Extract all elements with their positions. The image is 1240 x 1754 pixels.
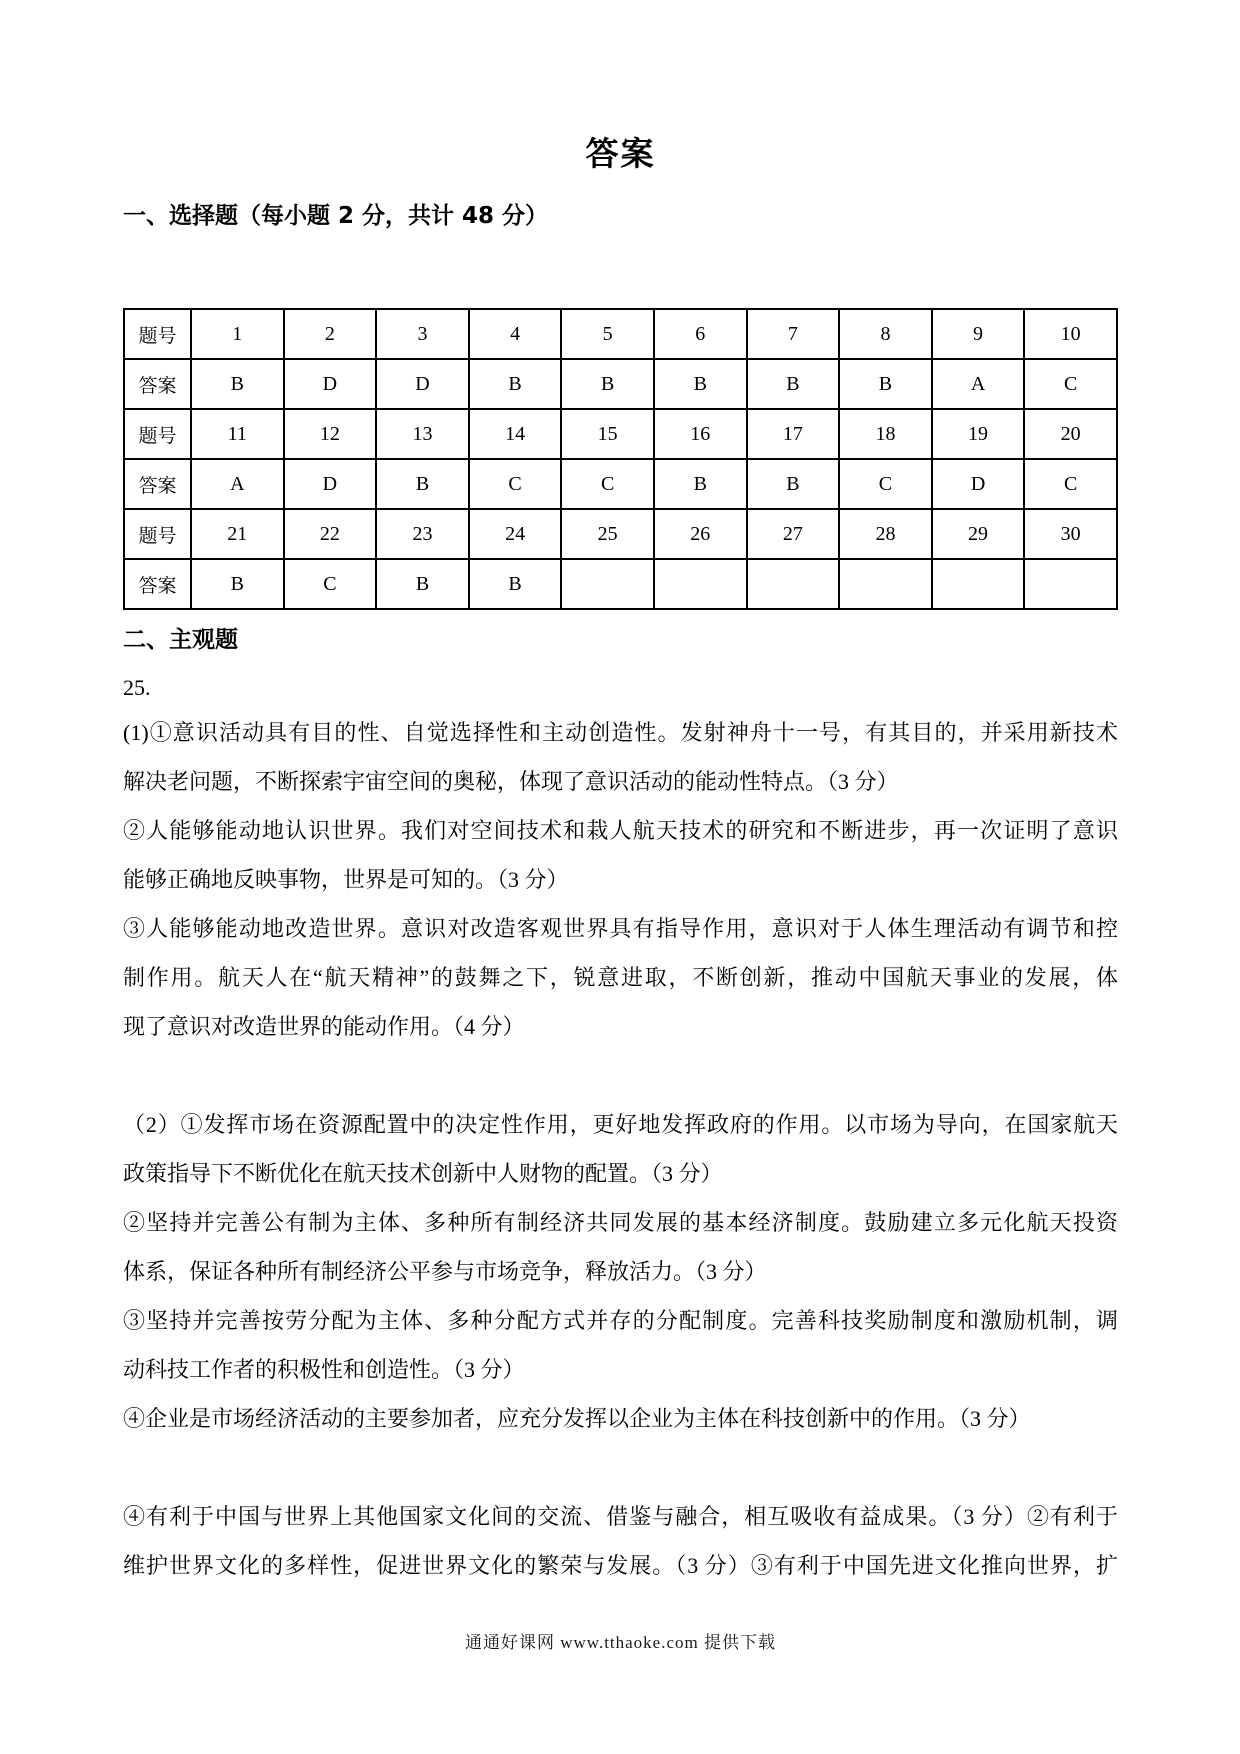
row-label-cell: 题号 <box>124 409 191 459</box>
table-row <box>124 459 1117 509</box>
table-cell: 26 <box>654 509 747 559</box>
table-cell: 6 <box>654 309 747 359</box>
table-cell: 18 <box>839 409 932 459</box>
body-line: 动科技工作者的积极性和创造性。（3 分） <box>123 1357 525 1382</box>
section-heading-multiple-choice: 一、选择题（每小题 2 分，共计 48 分） <box>123 203 549 229</box>
body-line: 政策指导下不断优化在航天技术创新中人财物的配置。（3 分） <box>123 1161 723 1186</box>
table-cell: B <box>747 359 840 409</box>
table-cell: 20 <box>1024 409 1117 459</box>
table-cell: 13 <box>376 409 469 459</box>
table-cell <box>932 559 1025 609</box>
table-cell: 22 <box>284 509 377 559</box>
table-cell: B <box>191 359 284 409</box>
table-row <box>124 409 1117 459</box>
body-line: ④企业是市场经济活动的主要参加者，应充分发挥以企业为主体在科技创新中的作用。（3 分） <box>123 1406 1031 1431</box>
answer-text-block <box>123 708 1118 1590</box>
table-cell: 28 <box>839 509 932 559</box>
body-line: ④有利于中国与世界上其他国家文化间的交流、借鉴与融合，相互吸收有益成果。（3 分）②有利于 <box>123 1504 1118 1529</box>
table-cell: A <box>191 459 284 509</box>
table-cell: B <box>839 359 932 409</box>
table-cell: 7 <box>747 309 840 359</box>
table-cell: D <box>376 359 469 409</box>
body-line: 体系，保证各种所有制经济公平参与市场竞争，释放活力。（3 分） <box>123 1259 767 1284</box>
table-cell: 5 <box>561 309 654 359</box>
table-cell: 25 <box>561 509 654 559</box>
table-cell: B <box>376 559 469 609</box>
table-cell: 8 <box>839 309 932 359</box>
table-row <box>124 359 1117 409</box>
body-line: 现了意识对改造世界的能动作用。（4 分） <box>123 1014 525 1039</box>
table-cell: B <box>469 359 562 409</box>
table-cell <box>561 559 654 609</box>
body-line: ②人能够能动地认识世界。我们对空间技术和栽人航天技术的研究和不断进步，再一次证明了意识 <box>123 818 1118 843</box>
table-cell: 23 <box>376 509 469 559</box>
table-cell: 1 <box>191 309 284 359</box>
body-line: ②坚持并完善公有制为主体、多种所有制经济共同发展的基本经济制度。鼓励建立多元化航天投资 <box>123 1210 1118 1235</box>
table-cell: D <box>284 459 377 509</box>
table-cell: 24 <box>469 509 562 559</box>
table-cell: 30 <box>1024 509 1117 559</box>
question-number: 25. <box>123 675 151 700</box>
body-line: （2）①发挥市场在资源配置中的决定性作用，更好地发挥政府的作用。以市场为导向，在国家航天 <box>123 1112 1118 1137</box>
table-cell: 9 <box>932 309 1025 359</box>
table-row <box>124 309 1117 359</box>
table-cell: C <box>1024 459 1117 509</box>
table-cell: D <box>932 459 1025 509</box>
table-row <box>124 559 1117 609</box>
table-cell: 17 <box>747 409 840 459</box>
table-cell <box>839 559 932 609</box>
document-page <box>123 0 1118 1754</box>
table-cell: B <box>376 459 469 509</box>
body-line: 维护世界文化的多样性，促进世界文化的繁荣与发展。（3 分）③有利于中国先进文化推向世界，扩 <box>123 1553 1118 1578</box>
row-label-cell: 答案 <box>124 459 191 509</box>
table-cell: 4 <box>469 309 562 359</box>
table-cell: 16 <box>654 409 747 459</box>
row-label-cell: 题号 <box>124 309 191 359</box>
table-cell: C <box>839 459 932 509</box>
footer-watermark: 通通好课网 www.tthaoke.com 提供下载 <box>464 1633 777 1652</box>
table-cell: 15 <box>561 409 654 459</box>
table-cell: B <box>191 559 284 609</box>
table-cell: B <box>654 359 747 409</box>
table-cell: B <box>654 459 747 509</box>
table-cell: C <box>284 559 377 609</box>
row-label-cell: 题号 <box>124 509 191 559</box>
row-label-cell: 答案 <box>124 359 191 409</box>
table-cell: B <box>747 459 840 509</box>
table-cell <box>654 559 747 609</box>
table-cell: C <box>1024 359 1117 409</box>
body-line: 能够正确地反映事物，世界是可知的。（3 分） <box>123 867 569 892</box>
body-line: 制作用。航天人在“航天精神”的鼓舞之下，锐意进取，不断创新，推动中国航天事业的发展，体 <box>123 965 1118 990</box>
body-line: ③人能够能动地改造世界。意识对改造客观世界具有指导作用，意识对于人体生理活动有调节和控 <box>123 916 1118 941</box>
table-cell: B <box>561 359 654 409</box>
blank-line <box>123 1051 1118 1100</box>
answer-table <box>123 308 1118 610</box>
table-cell <box>1024 559 1117 609</box>
table-cell: A <box>932 359 1025 409</box>
table-cell: 2 <box>284 309 377 359</box>
table-cell: 21 <box>191 509 284 559</box>
table-cell: 11 <box>191 409 284 459</box>
body-line: ③坚持并完善按劳分配为主体、多种分配方式并存的分配制度。完善科技奖励制度和激励机制，调 <box>123 1308 1118 1333</box>
table-cell: 10 <box>1024 309 1117 359</box>
table-cell: B <box>469 559 562 609</box>
table-cell <box>747 559 840 609</box>
table-cell: C <box>469 459 562 509</box>
table-cell: D <box>284 359 377 409</box>
section-heading-subjective: 二、主观题 <box>123 627 238 653</box>
table-cell: 12 <box>284 409 377 459</box>
table-cell: 3 <box>376 309 469 359</box>
row-label-cell: 答案 <box>124 559 191 609</box>
table-cell: 27 <box>747 509 840 559</box>
table-cell: 19 <box>932 409 1025 459</box>
body-line: (1)①意识活动具有目的性、自觉选择性和主动创造性。发射神舟十一号，有其目的，并采用新技术 <box>123 720 1118 745</box>
page-title: 答案 <box>585 134 656 173</box>
blank-line <box>123 1443 1118 1492</box>
table-cell: 29 <box>932 509 1025 559</box>
table-cell: 14 <box>469 409 562 459</box>
body-line: 解决老问题，不断探索宇宙空间的奥秘，体现了意识活动的能动性特点。（3 分） <box>123 769 899 794</box>
table-row <box>124 509 1117 559</box>
table-cell: C <box>561 459 654 509</box>
